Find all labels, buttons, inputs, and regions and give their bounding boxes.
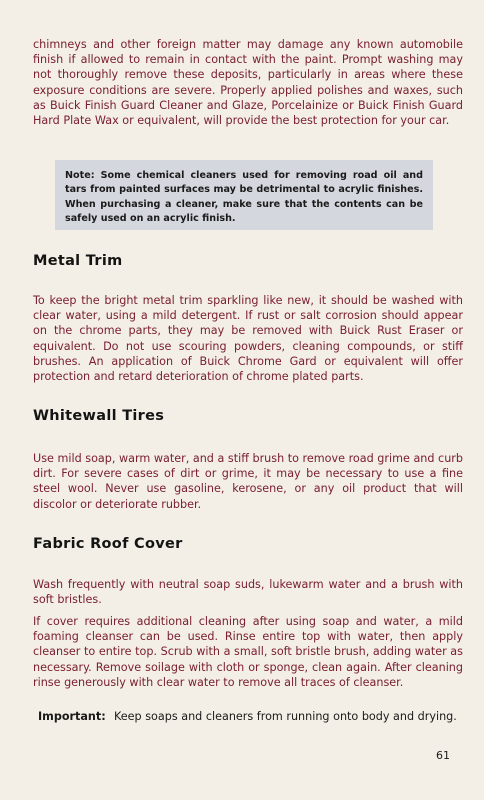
fabric-roof-cover-paragraph-2: If cover requires additional cleaning after using soap and water, a mild foaming cleanser can be used. Rinse entire top with water, then apply cleanser to entire top. Scrub with a small, soft bristle brush, adding water as necessary. Remove soilage with cloth or sponge, clean again. After cleaning rinse generously with clear water to remove all traces of cleanser. (33, 615, 463, 689)
fabric-roof-cover-paragraph-1: Wash frequently with neutral soap suds, lukewarm water and a brush with soft bristles. (33, 578, 463, 607)
note-text: Note: Some chemical cleaners used for removing road oil and tars from painted surfaces may be detrimental to acrylic finishes. When purchasing a cleaner, make sure that the contents can be safely used on an acrylic finish. (65, 170, 423, 225)
important-text: Keep soaps and cleaners from running onto body and drying. (114, 710, 457, 723)
important-label: Important: (38, 710, 106, 723)
metal-trim-paragraph: To keep the bright metal trim sparkling like new, it should be washed with clear water, using a mild detergent. If rust or salt corrosion should appear on the chrome parts, they may be removed with Buick Rust Eraser or equivalent. Do not use scouring powders, cleaning compounds, or stiff brushes. An application of Buick Chrome Gard or equivalent will offer protection and retard deterioration of chrome plated parts. (33, 294, 463, 384)
page-number: 61 (436, 749, 450, 762)
intro-paragraph: chimneys and other foreign matter may damage any known automobile finish if allowed to remain in contact with the paint. Prompt washing may not thoroughly remove these deposits, particularly in areas where these exposure conditions are severe. Properly applied polishes and waxes, such as Buick Finish Guard Cleaner and Glaze, Porcelainize or Buick Finish Guard Hard Plate Wax or equivalent, will provide the best protection for your car. (33, 38, 463, 128)
important-notice (38, 709, 463, 725)
note-box (55, 160, 433, 230)
whitewall-tires-heading: Whitewall Tires (33, 408, 165, 424)
fabric-roof-cover-heading: Fabric Roof Cover (33, 536, 183, 552)
metal-trim-heading: Metal Trim (33, 253, 123, 269)
whitewall-tires-paragraph: Use mild soap, warm water, and a stiff brush to remove road grime and curb dirt. For severe cases of dirt or grime, it may be necessary to use a fine steel wool. Never use gasoline, kerosene, or any oil product that will discolor or deteriorate rubber. (33, 452, 463, 511)
